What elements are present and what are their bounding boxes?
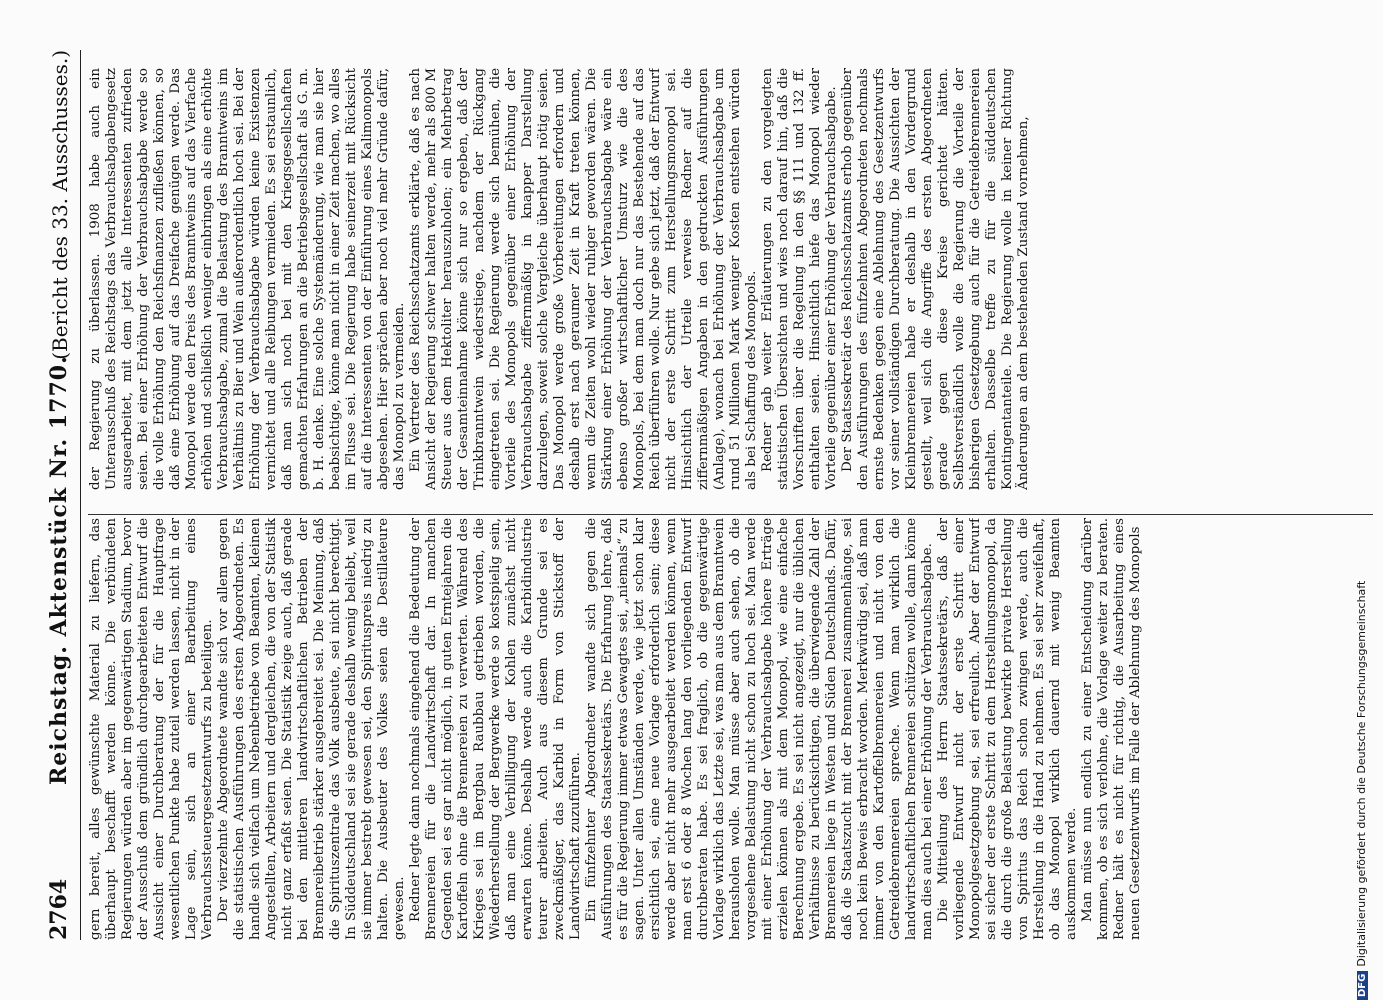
page-title: Reichstag. Aktenstück Nr. 1770. — [46, 355, 72, 785]
paragraph: Ein fünfzehnter Abgeordneter wandte sich gegen die Ausführungen des Staatssekretärs. Die Erfahrung lehre, daß es für die Regierung immer etwas Gewagtes sei, „niemals“ zu sagen. Unter allen Umständen werde, wie jetzt schon klar ersichtlich sei, eine neue Vorlage erforderlich sein; diese werde aber nicht mehr ausgearbeitet werden können, wenn man erst 6 oder 8 Wochen lang den vorliegenden Entwurf durchberaten habe. Es sei fraglich, ob die gegenwärtige Vorlage wirklich das Letzte sei, was man aus dem Branntwein herausholen wolle. Man müsse aber auch sehen, ob die vorgesehene Belastung nicht schon zu hoch sei. Man werde mit einer Erhöhung der Verbrauchsabgabe höhere Erträge erzielen können als mit dem Monopol, wie eine einfache Berechnung ergebe. Es sei nicht angezeigt, nur die üblichen Verhältnisse zu berücksichtigen, die überwiegende Zahl der Brennereien liege in Westen und Süden Deutschlands. Dafür, daß die Staatszucht mit der Brennerei zusammenhänge, sei noch kein Beweis erbracht worden. Merkwürdig sei, daß man immer von den Kartoffelbrennereien und nicht von den Getreidebrennereien spreche. Wenn man wirklich die landwirtschaftlichen Brennereien schützen wolle, dann könne man dies auch bei einer Erhöhung der Verbrauchsabgabe. — [584, 518, 935, 940]
paragraph: Der Staatssekretär des Reichsschatzamts erhob gegenüber den Ausführungen des fünfzehnten Abgeordneten nochmals ernste Bedenken gegen eine Ablehnung des Gesetzentwurfs vor seiner vollständigen Durchberatung. Die Aussichten der Kleinbrennereien habe er deshalb in den Vordergrund gestellt, weil sich die Angriffe des ersten Abgeordneten gerade gegen diese Kreise gerichtet hätten. Selbstverständlich wolle die Regierung die Vorteile der bisherigen Gesetzgebung auch für die Getreidebrennereien erhalten. Dasselbe treffe zu für die süddeutschen Kontingentanteile. Die Regierung wolle in keiner Richtung Änderungen an dem bestehenden Zustand vornehmen, — [840, 68, 1031, 490]
right-column — [88, 68, 1378, 490]
column-divider — [88, 514, 1373, 515]
paragraph: Der vierzehnte Abgeordnete wandte sich vor allem gegen die statistischen Ausführungen des ersten Abgeordneten. Es handle sich vielfach um Nebenbetriebe von Beamten, kleinen Angestellten, Arbeitern und dergleichen, die von der Statistik nicht ganz erfaßt seien. Die Statistik zeige auch, daß gerade bei den mittleren landwirtschaftlichen Betrieben der Brennereibetrieb stärker ausgebreitet sei. Die Meinung, daß die Spirituszentrale das Volk ausbeute, sei nicht berechtigt. In Süddeutschland sei sie gerade deshalb wenig beliebt, weil sie immer bestrebt gewesen sei, den Spirituspreis niedrig zu halten. Die Ausbeuter des Volkes seien die Destillateure gewesen. — [216, 518, 407, 940]
digitization-credit — [1355, 580, 1368, 1000]
paragraph: Redner gab weiter Erläuterungen zu den vorgelegten statistischen Übersichten und wies noch darauf hin, daß die Vorschriften über die Regelung in den §§ 111 und 132 ff. enthalten seien. Hinsichtlich hiefe das Monopol wieder Vorteile gegenüber einer Erhöhung der Verbrauchsabgabe. — [760, 68, 839, 490]
paragraph: Man müsse nun endlich zu einer Entscheidung darüber kommen, ob es sich verlohne, die Vorlage weiter zu beraten. Redner hält es nicht für richtig, die Ausarbeitung eines neuen Gesetzentwurfs im Falle der Ablehnung des Monopols — [1080, 518, 1143, 940]
credit-text: Digitalisierung gefördert durch die Deutsche Forschungsgemeinschaft — [1355, 580, 1368, 967]
paragraph: der Regierung zu überlassen. 1908 habe auch ein Unterausschuß des Reichstags das Verbrauchsabgabengesetz ausgearbeitet, mit dem jetzt alle Interessenten zufrieden seien. Bei einer Erhöhung der Verbrauchsabgabe werde so die volle Erhöhung den Reichsfinanzen zufließen können, so daß eine Erhöhung auf das Dreifache genügen werde. Das Monopol werde den Preis des Branntweins auf das Vierfache erhöhen und schließlich weniger einbringen als eine erhöhte Verbrauchsabgabe, zumal die Belastung des Branntweins im Verhältnis zu Bier und Wein außerordentlich hoch sei. Bei der Erhöhung der Verbrauchsabgabe würden keine Existenzen vernichtet und alle Reibungen vermieden. Es sei erstaunlich, daß man sich noch bei mit den Kriegsgesellschaften gemachten Erfahrungen an die Betriebsgesellschaft als G. m. b. H. denke. Eine solche Systemänderung, wie man sie hier beabsichtige, könne man nicht in einer Zeit machen, wo alles im Flusse sei. Die Regierung habe seinerzeit mit Rücksicht auf die Interessenten von der Einführung eines Kalimonopols abgesehen. Hier sprächen aber noch viel mehr Gründe dafür, das Monopol zu vermeiden. — [88, 68, 407, 490]
page-subtitle: (Bericht des 33. Ausschusses.) — [48, 50, 72, 360]
paragraph: Die Mitteilung des Herrn Staatssekretärs, daß der vorliegende Entwurf nicht der erste Schritt einer Monopolgesetzgebung sei, sei erfreulich. Aber der Entwurf sei sicher der erste Schritt zu dem Herstellungsmonopol, da die durch die große Belastung bewirkte private Herstellung von Spiritus das Reich schon zwingen werde, auch die Herstellung in die Hand zu nehmen. Es sei sehr zweifelhaft, ob das Monopol wirklich dauernd mit wenig Beamten auskommen werde. — [936, 518, 1079, 940]
paragraph: Ein Vertreter des Reichsschatzamts erklärte, daß es nach Ansicht der Regierung schwer halten werde, mehr als 800 M Steuer aus dem Hektoliter herauszuholen; ein Mehrbetrag der Gesamteinnahme könne sich nur so ergeben, daß der Trinkbranntwein wiederstiege, nachdem der Rückgang eingetreten sei. Die Regierung werde sich bemühen, die Vorteile des Monopols gegenüber einer Erhöhung der Verbrauchsabgabe ziffernmäßig in knapper Darstellung darzulegen, soweit solche Vergleiche überhaupt nötig seien. Das Monopol werde große Vorbereitungen erfordern und deshalb erst nach geraumer Zeit in Kraft treten können, wenn die Zeiten wohl wieder ruhiger geworden wären. Die Stärkung einer Erhöhung der Verbrauchsabgabe wäre ein ebenso großer wirtschaftlicher Umsturz wie die des Monopols, bei dem man doch nur das Bestehende auf das Reich überführen wolle. Nur gebe sich jetzt, daß der Entwurf nicht der erste Schritt zum Herstellungsmonopol sei. Hinsichtlich der Urteile verweise Redner auf die ziffernmäßigen Angaben in den gedruckten Ausführungen (Anlage), wonach bei Erhöhung der Verbrauchsabgabe um rund 51 Millionen Mark weniger Kosten entstehen würden als bei Schaffung des Monopols. — [408, 68, 759, 490]
left-column — [88, 518, 1378, 940]
page-number: 2764 — [46, 878, 72, 940]
dfg-logo: DFG — [1357, 971, 1368, 1000]
page-header — [46, 50, 81, 940]
paragraph: Redner legte dann nochmals eingehend die Bedeutung der Brennereien für die Landwirtschaft dar. In manchen Gegenden sei es gar nicht möglich, in guten Erntejahren die Kartoffeln ohne die Brennereien zu verwerten. Während des Krieges sei im Bergbau Raubbau getrieben worden, die Wiederherstellung der Bergwerke werde so kostspielig sein, daß man eine Verbilligung der Kohlen zunächst nicht erwarten könne. Deshalb werde auch die Karbidindustrie teurer arbeiten. Auch aus diesem Grunde sei es zweckmäßiger, das Karbid in Form von Stickstoff der Landwirtschaft zuzuführen. — [408, 518, 583, 940]
paragraph: gern bereit, alles gewünschte Material zu liefern, das überhaupt beschafft werden könne. Die verbündeten Regierungen würden aber im gegenwärtigen Stadium, bevor der Ausschuß dem gründlich durchgearbeiteten Entwurf die Aussicht einer Durchberatung der für die Hauptfrage wesentlichen Punkte habe zuteil werden lassen, nicht in der Lage sein, sich an einer Bearbeitung eines Verbrauchssteuergesetzentwurfs zu beteiligen. — [88, 518, 215, 940]
